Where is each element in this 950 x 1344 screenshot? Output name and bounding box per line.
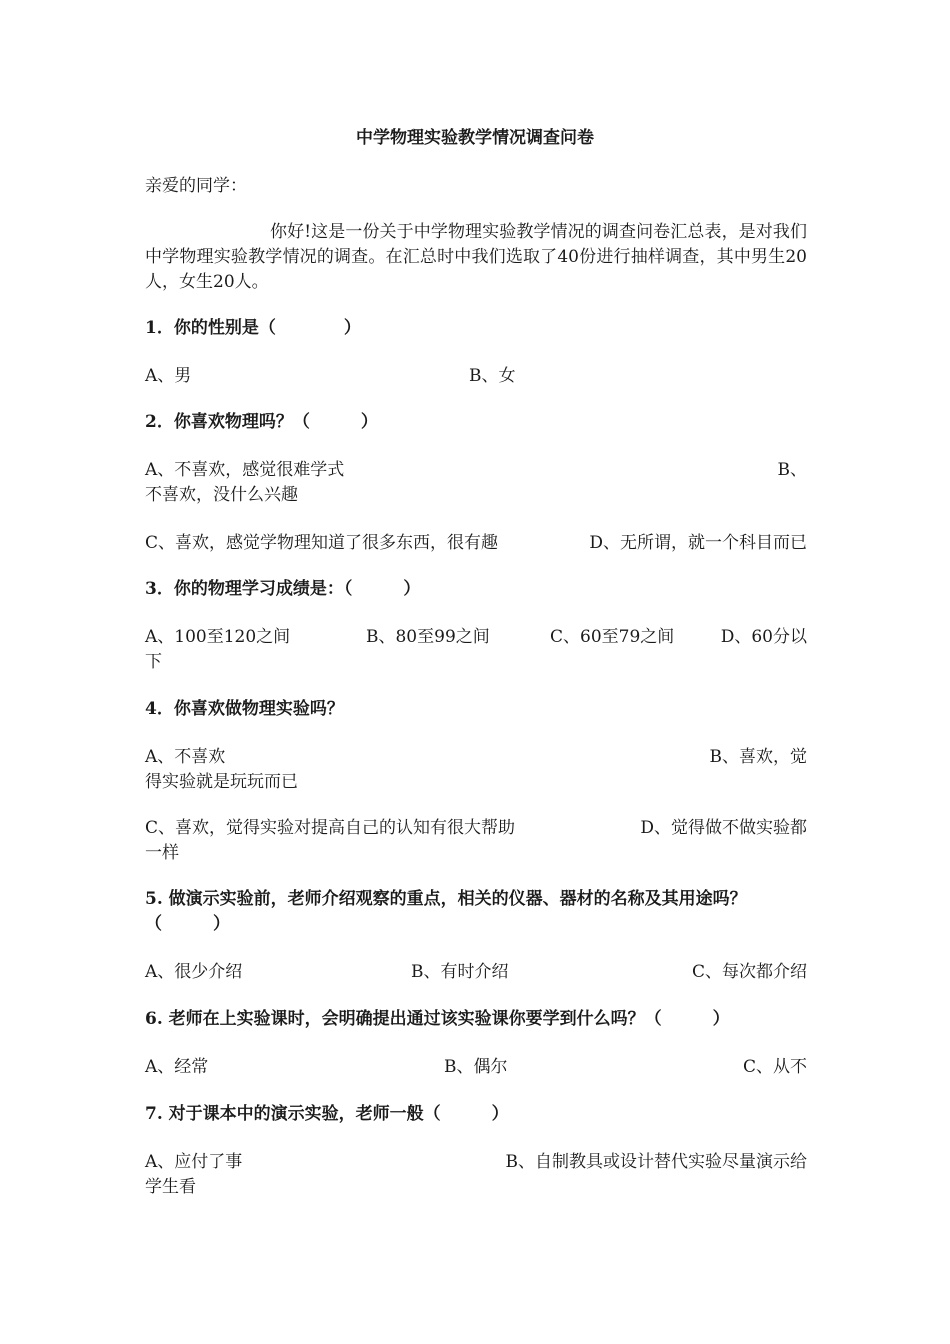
option-c: C、每次都介绍 bbox=[691, 962, 807, 982]
question-1: 1．你的性别是（ ） bbox=[145, 318, 361, 338]
question-7-options-line-2 bbox=[145, 1175, 807, 1200]
option-b: B、女 bbox=[469, 366, 516, 386]
option-b-continued: 学生看 bbox=[145, 1177, 196, 1197]
option-d-continued: 下 bbox=[145, 652, 162, 672]
document-title: 中学物理实验教学情况调查问卷 bbox=[356, 128, 594, 148]
option-a: A、经常 bbox=[145, 1057, 209, 1077]
question-2-options-line-2 bbox=[145, 483, 807, 508]
question-2: 2．你喜欢物理吗？（ ） bbox=[145, 412, 378, 432]
question-6-options bbox=[145, 1055, 807, 1080]
option-a: A、很少介绍 bbox=[145, 962, 243, 982]
option-a: A、不喜欢，感觉很难学式 bbox=[145, 460, 345, 480]
option-d-continued: 一样 bbox=[145, 843, 179, 863]
question-4-options-line-2 bbox=[145, 770, 807, 795]
option-b: B、80至99之间 bbox=[366, 627, 490, 647]
option-d: D、觉得做不做实验都 bbox=[640, 818, 807, 838]
question-2-options-line-3 bbox=[145, 531, 807, 556]
question-3-options-line-1 bbox=[145, 625, 807, 650]
option-b: B、自制教具或设计替代实验尽量演示给 bbox=[505, 1152, 807, 1172]
option-a: A、男 bbox=[145, 366, 192, 386]
option-d: D、无所谓，就一个科目而已 bbox=[589, 533, 807, 553]
greeting: 亲爱的同学： bbox=[145, 176, 247, 196]
option-c: C、从不 bbox=[742, 1057, 807, 1077]
question-4-options-line-4 bbox=[145, 841, 807, 866]
question-3: 3．你的物理学习成绩是：（ ） bbox=[145, 579, 421, 599]
option-b-label: B、 bbox=[777, 460, 807, 480]
option-b-text: 不喜欢，没什么兴趣 bbox=[145, 485, 298, 505]
intro-paragraph: 你好!这是一份关于中学物理实验教学情况的调查问卷汇总表，是对我们中学物理实验教学情况的调查。在汇总时中我们选取了40份进行抽样调查，其中男生20人，女生20人。 bbox=[145, 222, 807, 292]
option-a: A、应付了事 bbox=[145, 1152, 243, 1172]
question-4: 4．你喜欢做物理实验吗？ bbox=[145, 699, 344, 719]
option-a: A、100至120之间 bbox=[145, 627, 291, 647]
option-d: D、60分以 bbox=[720, 627, 807, 647]
question-5: 5. 做演示实验前，老师介绍观察的重点，相关的仪器、器材的名称及其用途吗？ bbox=[145, 889, 747, 909]
question-6: 6. 老师在上实验课时，会明确提出通过该实验课你要学到什么吗？（ ） bbox=[145, 1009, 730, 1029]
option-b-continued: 得实验就是玩玩而已 bbox=[145, 772, 298, 792]
question-5-options bbox=[145, 960, 807, 985]
question-1-options bbox=[145, 364, 807, 389]
option-b: B、有时介绍 bbox=[411, 962, 509, 982]
option-a: A、不喜欢 bbox=[145, 747, 226, 767]
question-4-options-line-1 bbox=[145, 745, 807, 770]
question-3-options-line-2 bbox=[145, 650, 807, 675]
option-c: C、喜欢，感觉学物理知道了很多东西，很有趣 bbox=[145, 533, 499, 553]
option-c: C、60至79之间 bbox=[550, 627, 675, 647]
option-c: C、喜欢，觉得实验对提高自己的认知有很大帮助 bbox=[145, 818, 516, 838]
question-7-options-line-1 bbox=[145, 1150, 807, 1175]
option-b: B、偶尔 bbox=[444, 1057, 508, 1077]
question-2-options-line-1 bbox=[145, 458, 807, 483]
option-b: B、喜欢，觉 bbox=[709, 747, 807, 767]
question-7: 7. 对于课本中的演示实验，老师一般（ ） bbox=[145, 1104, 509, 1124]
question-4-options-line-3 bbox=[145, 816, 807, 841]
question-5-blank: （ ） bbox=[145, 914, 230, 934]
